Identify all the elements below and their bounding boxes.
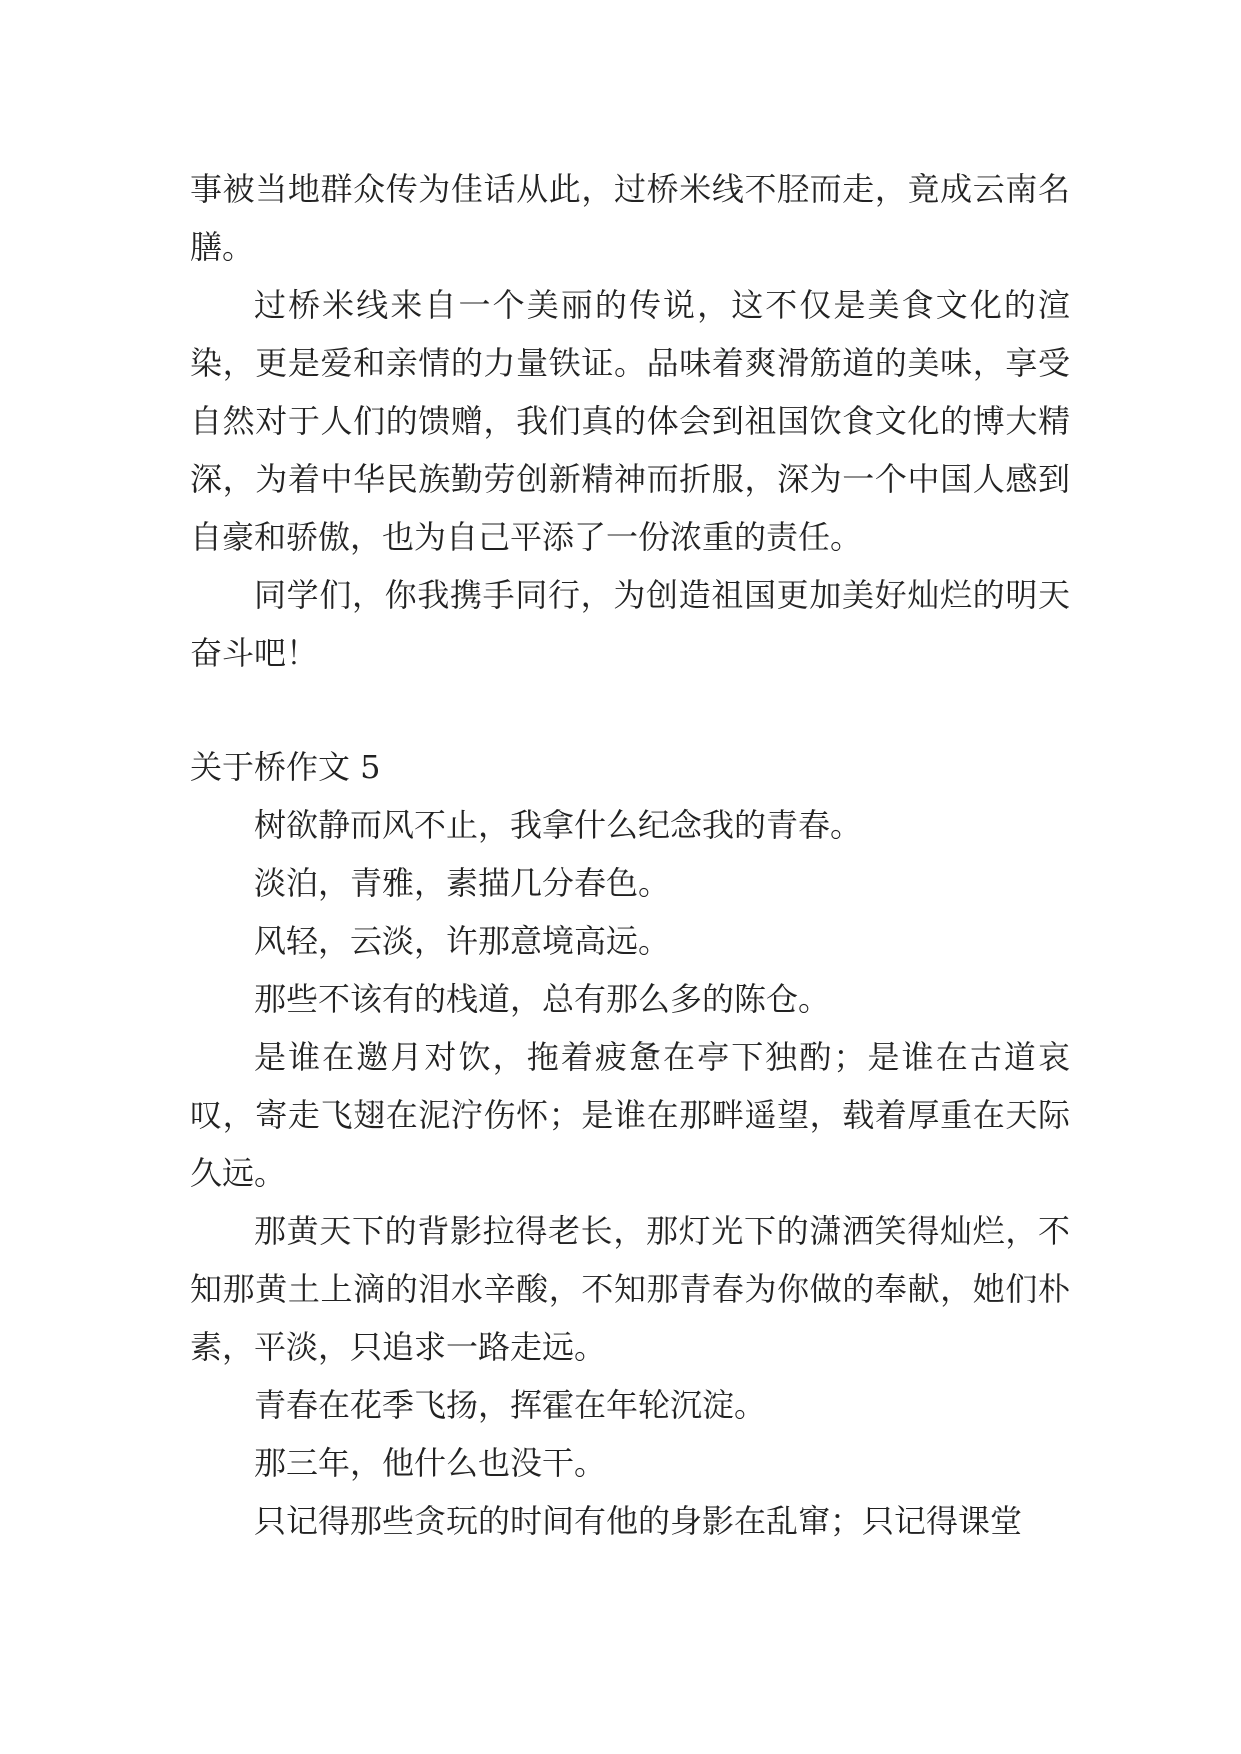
paragraph: 淡泊，青雅，素描几分春色。 [254, 864, 671, 902]
document-body [190, 160, 1070, 1550]
section-title: 关于桥作文 5 [190, 748, 381, 786]
paragraph: 同学们，你我携手同行，为创造祖国更加美好灿烂的明天奋斗吧！ [190, 576, 1070, 672]
paragraph: 那些不该有的栈道，总有那么多的陈仓。 [254, 980, 831, 1018]
paragraph: 是谁在邀月对饮，拖着疲惫在亭下独酌；是谁在古道哀叹，寄走飞翅在泥泞伤怀；是谁在那畔遥望，载着厚重在天际久远。 [190, 1038, 1070, 1192]
paragraph: 那三年，他什么也没干。 [254, 1444, 607, 1482]
paragraph: 只记得那些贪玩的时间有他的身影在乱窜；只记得课堂 [254, 1502, 1023, 1540]
paragraph: 那黄天下的背影拉得老长，那灯光下的潇洒笑得灿烂，不知那黄土上滴的泪水辛酸，不知那青春为你做的奉献，她们朴素，平淡，只追求一路走远。 [190, 1212, 1070, 1366]
paragraph: 青春在花季飞扬，挥霍在年轮沉淀。 [254, 1386, 767, 1424]
paragraph: 风轻，云淡，许那意境高远。 [254, 922, 671, 960]
paragraph: 过桥米线来自一个美丽的传说，这不仅是美食文化的渲染，更是爱和亲情的力量铁证。品味着爽滑筋道的美味，享受自然对于人们的馈赠，我们真的体会到祖国饮食文化的博大精深，为着中华民族勤劳创新精神而折服，深为一个中国人感到自豪和骄傲，也为自己平添了一份浓重的责任。 [190, 286, 1070, 556]
paragraph: 事被当地群众传为佳话从此，过桥米线不胫而走，竟成云南名膳。 [190, 170, 1070, 266]
paragraph: 树欲静而风不止，我拿什么纪念我的青春。 [254, 806, 863, 844]
